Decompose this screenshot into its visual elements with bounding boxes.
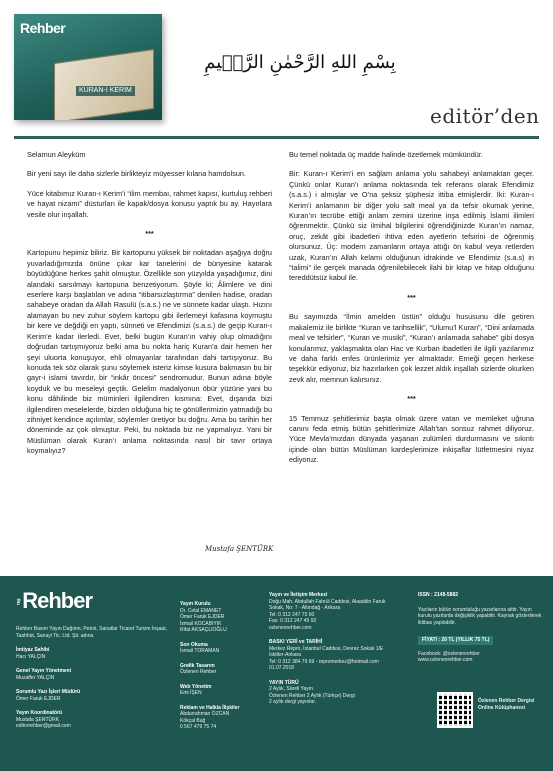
qr-code-icon <box>437 692 473 728</box>
footer-column-4 <box>418 592 542 664</box>
design-name: Özlenen Rehber <box>180 669 217 675</box>
greeting: Selamun Aleyküm <box>27 150 86 159</box>
masthead-footer <box>0 576 553 771</box>
print-address: Merkez Repro, İstanbul Caddesi, Devrez Sokak 1/E İskitler-Ankara <box>269 645 384 658</box>
print-tel: Tel: 0 312 384 79 69 - repromerkez@hotmail.com <box>269 658 379 665</box>
basmala-text: بِسْمِ اللهِ الرَّحْمٰنِ الرَّح۪يمِ <box>204 52 396 73</box>
contact-label: Yayın ve İletişim Merkezi <box>269 592 328 598</box>
cover-book-illustration <box>54 49 154 120</box>
issn: ISSN : 2148-5882 <box>418 592 459 598</box>
board-label: Yayın Kurulu <box>180 601 211 607</box>
editor-label: Sorumlu Yazı İşleri Müdürü <box>16 689 81 695</box>
paragraph: Bu temel noktada üç madde halinde özetlemek mümkündür. <box>289 150 483 159</box>
web-name: Emi İŞEN <box>180 690 202 696</box>
right-column <box>289 150 534 475</box>
owner-label: İmtiyaz Sahibi <box>16 647 50 653</box>
left-column <box>27 150 272 466</box>
editor-name: Ömer Faruk EJDER <box>16 695 61 702</box>
gm-label: Genel Yayın Yönetmeni <box>16 668 72 674</box>
coord-name: Mustafa ŞENTÜRK <box>16 716 60 723</box>
cover-logo: Rehber <box>20 20 66 36</box>
paragraph: Bir yeni sayı ile daha sizlerle birlikteyiz müyesser kılana hamdolsun. <box>27 169 246 179</box>
pr-name: Abdurrahman ÖZCAN <box>180 711 230 717</box>
footer-logo-prefix: Dergi <box>15 599 21 605</box>
gm-name: Muzaffer YALÇIN <box>16 674 55 681</box>
paragraph: Bu sayımızda “İlmin amelden üstün” olduğu hususunu dile getiren makalemiz ile birlikte “Kuran ve tarihsellik”, “Ulumu’l Kuran”, “Dini anlamada meal ve tefsirler”, “Kuran ve musiki”, “Kuran’ı anlamada sahabe” gibi dosya konularımız, yaklaşmakta olan Hac ve Kurban ibadetleri ile ilgili yazılarımız ve daha farklı enfes ürünlerimiz yer almaktadır. Emeği geçen herkese teşekkür ediyoruz, biz hazırlarken çok lezzet aldık inşallah sizlerde okurken zevk alır, memnun kalırsınız. <box>289 312 534 384</box>
footer-column-2 <box>180 601 265 739</box>
design-label: Grafik Tasarım <box>180 662 215 669</box>
coord-mail: editorrehber@gmail.com <box>16 723 71 729</box>
separator-stars: *** <box>407 394 416 404</box>
separator-stars: *** <box>145 229 154 239</box>
contact-mail: ozlenenrehber.com <box>269 624 312 631</box>
footer-column-3 <box>269 592 399 714</box>
disclaimer: Yazıların bütün sorumluluğu yazarlarına aittir. Yayın kurulu yazılarda değişiklik yapabilir. Kaynak gösterilerek iktibas yapılabilir. <box>418 606 542 626</box>
price-badge: FİYATI : 20 TL (YILLIK 75 TL) <box>418 636 493 645</box>
footer-logo-text: Rehber <box>22 588 93 613</box>
address: Doğu Mah. Abdullah Fahrül Caddesi, Alaaddin Faruk Sokak, No: 7 - Altındağ - Ankara <box>269 598 386 611</box>
type-text: Özlenen Rehber 2 Aylık (Türkçe) Dergi <box>269 692 355 699</box>
paragraph: Bir: Kuran-ı Kerim’i en sağlam anlama yolu sahabeyi anlamaktan geçer. Çünkü onlar Kuran’ı anlama noktasında tek referans olarak Efendimiz (s.a.s.) i almışlar ve O’na şeksiz şüphesiz ittiba etmişlerdir. İki: Kuran-ı Kerim’i anlamanın bir diğer yolu salt meal ya da tefsir okumak yerine, Kuran’ın tecrübe ettiği anlam zemini üzerine inşa edilmiş İslami ilimleri öğrenmektir. Çünkü siz ilmihal bilgilerini öğrendiğinizde Kuran’ın namaz, oruç, zekât gibi ibadetleri ihtiva eden ayetlerin tefsirini de öğrenmiş olursunuz. Üç: modern zamanların ortaya attığı ön kabul veya retlerden uzak, Kuran’ın Allah kelamı olduğunun idrakinde ve Efendimiz (s.a.s) in “talimi” ile gerçek manada öğrenilebilecek ilahi bir kitap ve hitap olduğunu tereddütsüz kabul ile. <box>289 169 534 283</box>
proof-name: İsmail TORAMAN <box>180 648 220 654</box>
section-title: editör’den <box>430 104 540 128</box>
type-text: 2 aylık dergi yayınlar. <box>269 699 316 705</box>
print-label: BASKI YERİ ve TARİHİ <box>269 639 323 645</box>
pr-label: Reklam ve Halkla İlişkiler <box>180 704 240 711</box>
qr-caption: Özlenen Rehber Dergisi Online Kütüphanesi <box>478 698 535 711</box>
board-member: İsmail KOCABIYIK <box>180 620 222 627</box>
separator-stars: *** <box>407 292 416 302</box>
facebook-link[interactable]: Facebook: @ozlenenrehber <box>418 650 480 657</box>
header-divider <box>14 136 539 139</box>
pr-phone: 0 567 479 75 74 <box>180 724 217 730</box>
website-link[interactable]: www.ozlenenrehber.com <box>418 657 473 663</box>
coord-label: Yayın Koordinatörü <box>16 710 63 716</box>
pr-extra: Kökçal Bağ <box>180 717 206 724</box>
publisher-text: Rehber Basım Yayın Dağıtım, Petrol, Sanatlar Ticaret Turizm İnşaat, Taahhüt, Sanayi Tic. Ltd. Şti. adına <box>16 626 167 639</box>
magazine-cover-image <box>14 14 162 120</box>
cover-title: KURAN-I KERİM <box>76 86 135 96</box>
footer-column-1 <box>16 626 171 738</box>
owner-name: Hacı YALÇIN <box>16 653 46 660</box>
paragraph: 15 Temmuz şehitlerimiz başta olmak üzere vatan ve memleket uğruna canını feda etmiş bütün şehitlerimize Allah’tan sonsuz rahmet diliyoruz. Yüce Mevla’mızdan dünyada yaşanan zulümleri durdurmasını ve sıkıntı içinde olan bütün Müslüman kardeşlerimize inkişaflar lütfetmesini niyaz ediyoruz. <box>289 413 534 465</box>
paragraph: Yüce kitabımız Kuran-ı Kerim’i “ilim membaı, rahmet kapısı, kurtuluş rehberi ve hayat nizamı” düsturları ile kapak/dosya konusu yaptık bu ay. Hayırlara vesile olur inşallah. <box>27 188 272 219</box>
fax: Fax: 0 312 247 45 92 <box>269 618 317 624</box>
board-member: Ömer Faruk EJDER <box>180 614 225 620</box>
tel: Tel: 0 312 247 75 60 <box>269 611 315 618</box>
type-text: 2 Aylık, Süreli Yayın <box>269 686 313 692</box>
type-label: YAYIN TÜRÜ <box>269 679 299 686</box>
board-member: Dr. Celal EMANET <box>180 607 222 614</box>
signature: Mustafa ŞENTÜRK <box>205 545 274 553</box>
web-label: Web Yönetim <box>180 683 212 690</box>
proof-label: Son Okuma <box>180 641 208 648</box>
paragraph: Kartopunu hepimiz biliriz. Bir kartopunu yüksek bir noktadan aşağıya doğru yuvarladığımızda önüne çıkar kar tanelerini de bünyesine katarak büyüdüğüne herkes şahit olmuştur. Özellikle son yüzyılda yaşadığımız, dini alandaki sarsılmayı kartopuna benzetiyorum. Şöyle ki; Âlimlere ve dini eserlere karşı başlatılan ve adına “itibarsızlaştırma” denilen hadise, oradan sahabeye oradan da Allah Rasulü (s.a.s.) ne ve sünnete kadar ulaştı. Hızını alamayan bu nev zuhur söylem kartopu gibi ilerlemeyi kafasına koymuştu bir kere ve değdiği en yaptı, sünneti ve Efendimizi (s.a.s.) de geçip Kuran-ı Kerim’e kadar ilerledi. Evet, belki bugün Kuran’ın vahiy olup olmadığını doğrudan tartışmıyoruz belki ama bu nokta hariç Kuran’a dair hemen her şeyi uluorta konuşuyor, ehli olmayanlar tarafından dahi tartışıyoruz. Bu konuda tek söz olarak şunu söylemek isteriz kimse kusura bakmasın bu bir gayr-i islami tavırdır, bir “inkâr öncesi” sendromudur. Bunun adına böyle koyduk ve bu meseleyi geçtik. Gelelim madalyonun öbür yüzüne yani bu konu dâhilinde biz müminleri ilgilendiren kısmına: Evet, dışarıda bizi ilgilendiren meselelerde, bizden olduğuna hiç te gönüllerimizin yatmadığı bu zihniyet kendince açılımlar, söylemler üretiyor bu doğru. Ama bu tarihin her döneminde az çok olmuştur. Peki, bu noktada biz ne yapmalıyız. Yani bir Müslüman olarak Kuran’ı anlama noktasında nasıl bir tavır ortaya koymalıyız? <box>27 248 272 456</box>
print-date: 01.07.2018 <box>269 665 295 671</box>
footer-logo <box>15 588 93 613</box>
board-member: Rifat AKSAÇLIOĞLU <box>180 627 227 633</box>
